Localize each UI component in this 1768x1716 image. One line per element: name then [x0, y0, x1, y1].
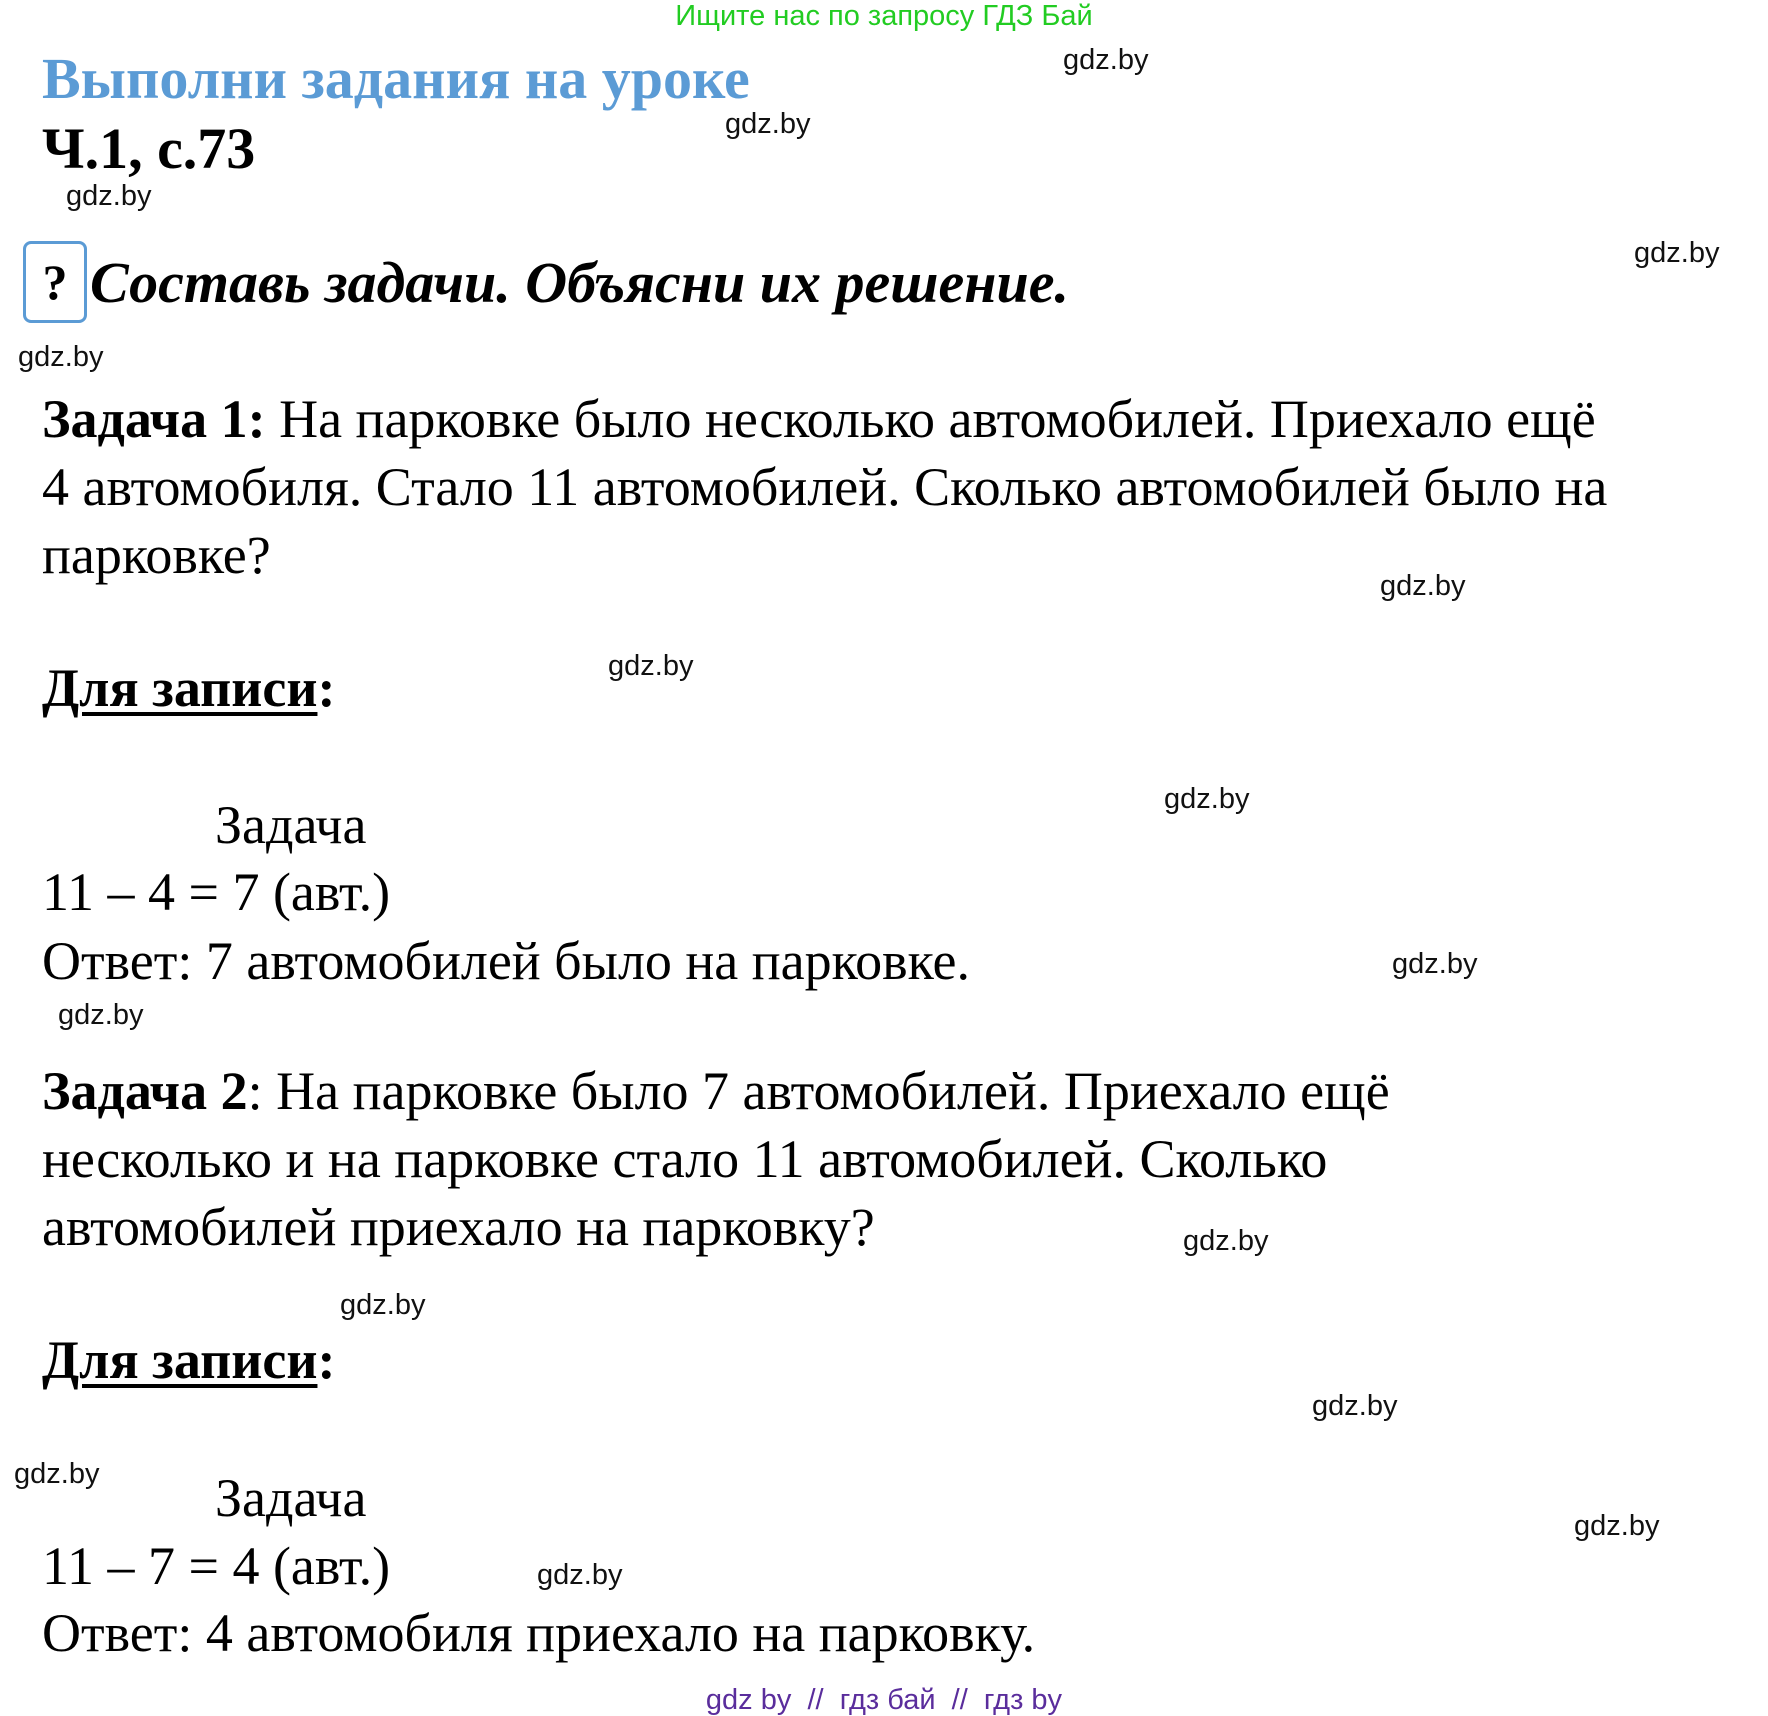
problem1-record-heading: [42, 658, 336, 718]
watermark: gdz.by: [1312, 1390, 1398, 1422]
search-banner: Ищите нас по запросу ГДЗ Бай: [675, 0, 1093, 32]
problem2-line-2: несколько и на парковке стало 11 автомобилей. Сколько: [42, 1129, 1328, 1189]
watermark: gdz.by: [340, 1289, 426, 1321]
watermark: gdz.by: [608, 650, 694, 682]
problem2-task-word: Задача: [215, 1468, 367, 1528]
problem1-line-3: парковке?: [42, 525, 271, 585]
problem1-line-2: 4 автомобиля. Стало 11 автомобилей. Сколько автомобилей было на: [42, 457, 1608, 517]
watermark: gdz.by: [537, 1559, 623, 1591]
page-title: Выполни задания на уроке: [42, 46, 750, 111]
problem2-text: : На парковке было 7 автомобилей. Приехало ещё: [247, 1061, 1390, 1121]
colon: :: [317, 658, 336, 718]
watermark: gdz.by: [725, 108, 811, 140]
watermark: gdz.by: [1392, 948, 1478, 980]
problem2-record-heading: [42, 1330, 336, 1390]
problem2-label: Задача 2: [42, 1061, 248, 1121]
page-reference: Ч.1, с.73: [42, 116, 256, 181]
problem2-line-1: [42, 1061, 1390, 1121]
problem1-task-word: Задача: [215, 795, 367, 855]
watermark: gdz.by: [1380, 570, 1466, 602]
question-icon: ?: [23, 241, 87, 323]
record-label: Для записи: [42, 658, 318, 718]
problem1-text: На парковке было несколько автомобилей. Приехало ещё: [265, 389, 1596, 449]
problem1-equation: 11 – 4 = 7 (авт.): [42, 862, 391, 922]
task-instruction: Составь задачи. Объясни их решение.: [90, 250, 1069, 315]
colon: :: [317, 1330, 336, 1390]
watermark: gdz.by: [1574, 1510, 1660, 1542]
watermark: gdz.by: [18, 341, 104, 373]
watermark: gdz.by: [14, 1458, 100, 1490]
watermark: gdz.by: [1634, 237, 1720, 269]
problem2-line-3: автомобилей приехало на парковку?: [42, 1197, 875, 1257]
watermark: gdz.by: [1164, 783, 1250, 815]
problem1-answer: Ответ: 7 автомобилей было на парковке.: [42, 931, 970, 991]
problem1-label: Задача 1:: [42, 389, 266, 449]
watermark: gdz.by: [1063, 44, 1149, 76]
watermark: gdz.by: [58, 999, 144, 1031]
watermark: gdz.by: [1183, 1225, 1269, 1257]
watermark: gdz.by: [66, 180, 152, 212]
problem1-line-1: [42, 389, 1596, 449]
footer-watermark: gdz by // гдз бай // гдз by: [705, 1684, 1063, 1716]
problem2-answer: Ответ: 4 автомобиля приехало на парковку.: [42, 1603, 1036, 1663]
problem2-equation: 11 – 7 = 4 (авт.): [42, 1536, 391, 1596]
record-label: Для записи: [42, 1330, 318, 1390]
